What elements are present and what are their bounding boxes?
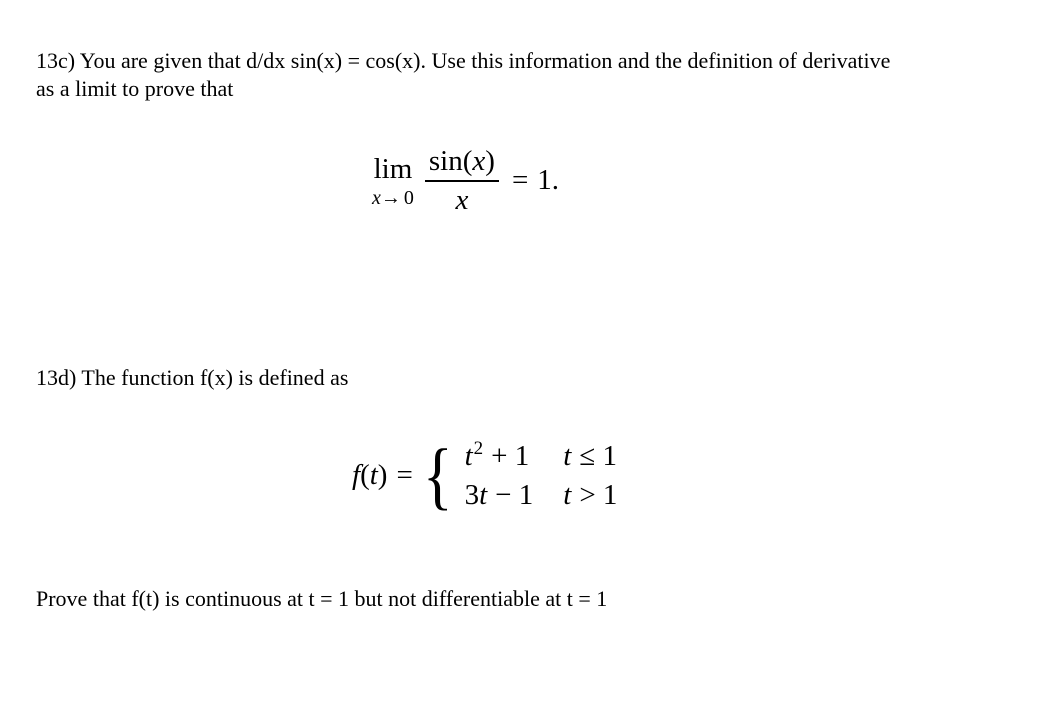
case-2-variable: t [479, 479, 488, 512]
case-2-expression [465, 480, 534, 510]
left-brace-glyph: { [422, 434, 453, 518]
sin-function-label: sin( [428, 145, 473, 177]
limit-subscript-value: 0 [403, 186, 414, 209]
case-1-exponent: 2 [473, 438, 484, 459]
limit-formula [372, 146, 559, 216]
case-1-condition-rest: ≤ 1 [579, 440, 617, 472]
piecewise-formula [352, 434, 618, 518]
problem-13c-text-line2: as a limit to prove that [36, 76, 234, 101]
case-2-condition-variable: t [563, 479, 572, 512]
case-2-coefficient: 3 [464, 479, 480, 512]
denominator-variable: x [455, 184, 469, 217]
case-1-expression-rest: + 1 [491, 440, 530, 472]
right-arrow-glyph: → [380, 186, 401, 209]
function-name: f [352, 459, 361, 492]
open-paren-glyph: ( [360, 459, 370, 492]
case-2-condition [563, 480, 617, 510]
cases-grid [464, 438, 618, 512]
lim-label: lim [373, 153, 413, 186]
equals-sign: = [396, 459, 413, 492]
numerator-variable: x [472, 145, 486, 177]
fraction [425, 146, 499, 216]
case-1-condition-variable: t [563, 440, 572, 472]
case-2-expression-rest: − 1 [495, 479, 534, 512]
function-lhs [352, 459, 423, 492]
argument-variable: t [369, 459, 378, 492]
limit-operator [372, 154, 414, 207]
formula-result [512, 164, 559, 197]
case-2-condition-rest: > 1 [579, 479, 618, 512]
fraction-denominator [455, 182, 468, 215]
limit-subscript-variable: x [372, 186, 381, 209]
problem-13c-text-line1: 13c) You are given that d/dx sin(x) = cos(x). Use this information and the definition of derivative [36, 48, 891, 73]
case-1-condition [563, 441, 617, 471]
close-paren-glyph: ) [377, 459, 388, 492]
limit-subscript [372, 188, 414, 208]
close-paren-glyph: ) [485, 145, 495, 177]
case-1-variable: t [464, 440, 473, 472]
problem-13d-intro: 13d) The function f(x) is defined as [36, 365, 349, 390]
limit-value: 1. [537, 164, 560, 197]
problem-13d-conclusion: Prove that f(t) is continuous at t = 1 but not differentiable at t = 1 [36, 586, 608, 611]
equals-sign: = [511, 164, 529, 197]
fraction-numerator [425, 146, 499, 182]
case-1-expression [464, 438, 534, 472]
